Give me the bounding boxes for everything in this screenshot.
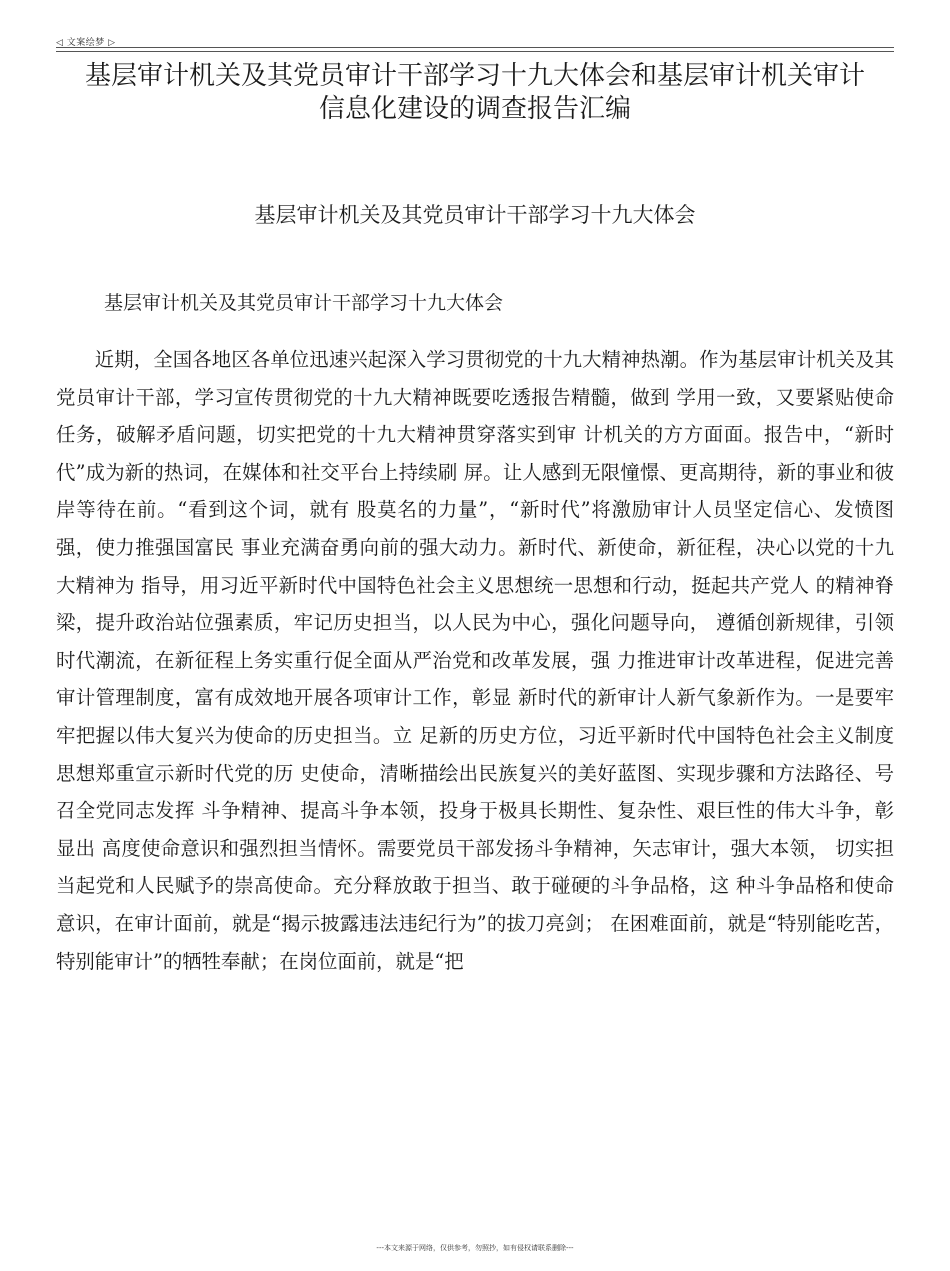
body-paragraph: 近期，全国各地区各单位迅速兴起深入学习贯彻党的十九大精神热潮。作为基层审计机关及其党员审计干部，学习宣传贯彻党的十九大精神既要吃透报告精髓，做到 学用一致，又要紧贴使命任务，破解矛盾问题，切实把党的十九大精神贯穿落实到审 计机关的方方面面。报告中，“新时代”成为新的热词，在媒体和社交平台上持续刷 屏。让人感到无限憧憬、更高期待，新的事业和彼岸等待在前。“看到这个词，就有 股莫名的力量”，“新时代”将激励审计人员坚定信心、发愤图强，使力推强国富民 事业充满奋勇向前的强大动力。新时代、新使命，新征程，决心以党的十九大精神为 指导，用习近平新时代中国特色社会主义思想统一思想和行动，挺起共产党人 的精神脊梁，提升政治站位强素质，牢记历史担当，以人民为中心，强化问题导向， 遵循创新规律，引领时代潮流，在新征程上务实重行促全面从严治党和改革发展，强 力推进审计改革进程，促进完善审计管理制度，富有成效地开展各项审计工作，彰显 新时代的新审计人新气象新作为。一是要牢牢把握以伟大复兴为使命的历史担当。立 足新的历史方位，习近平新时代中国特色社会主义制度思想郑重宣示新时代党的历 史使命，清晰描绘出民族复兴的美好蓝图、实现步骤和方法路径、号召全党同志发挥 斗争精神、提高斗争本领，投身于极具长期性、复杂性、艰巨性的伟大斗争，彰显出 高度使命意识和强烈担当情怀。需要党员干部发扬斗争精神，矢志审计，强大本领， 切实担当起党和人民赋予的崇高使命。充分释放敢于担当、敢于碰硬的斗争品格，这 种斗争品格和使命意识，在审计面前，就是“揭示披露违法违纪行为”的拔刀亮剑； 在困难面前，就是“特别能吃苦，特别能审计”的牺牲奉献；在岗位面前，就是“把: [56, 348, 894, 973]
subheading: 基层审计机关及其党员审计干部学习十九大体会: [104, 292, 504, 314]
document-title-line-1: 基层审计机关及其党员审计干部学习十九大体会和基层审计机关审计: [84, 61, 865, 91]
document-title: [56, 60, 894, 126]
header-rule-top: [56, 47, 894, 48]
document-title-line-2: 信息化建设的调查报告汇编: [318, 94, 631, 124]
footer-disclaimer: ---本文来源于网络，仅供参考，勿照抄，如有侵权请联系删除---: [376, 1244, 574, 1252]
section-heading: 基层审计机关及其党员审计干部学习十九大体会: [254, 203, 696, 227]
header-watermark: ◁ 文案绘梦 ▷: [56, 38, 116, 48]
header-rule-bottom: [56, 51, 894, 52]
